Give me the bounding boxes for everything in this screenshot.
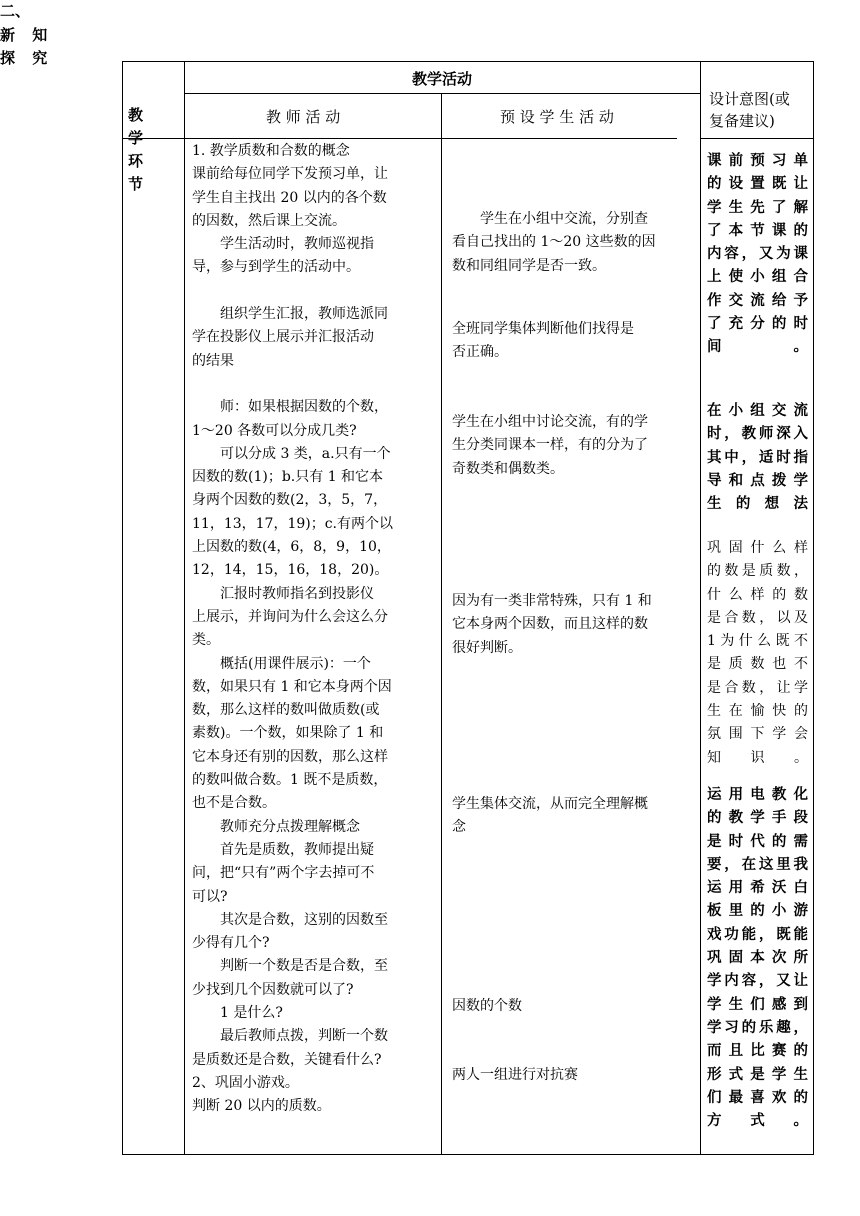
teacher-text-line: 12，14，15，16，18，20)。	[192, 562, 389, 579]
student-text-line: 数和同组同学是否一致。	[452, 257, 606, 274]
design-text-line: 是质数也不	[707, 656, 808, 673]
design-text-line: 板里的小游	[707, 903, 808, 920]
design-text-line: 戏功能，既能	[707, 926, 808, 943]
teacher-text-line: 身两个因数的数(2，3，5，7，	[192, 492, 388, 509]
teacher-text-line: 的因数，然后课上交流。	[192, 212, 346, 229]
teacher-text-line: 判断一个数是否是合数，至	[192, 958, 388, 975]
student-text-line: 否正确。	[452, 344, 508, 361]
design-text-line: 学生们感到	[707, 996, 808, 1013]
teacher-text-line: 汇报时教师指名到投影仪	[192, 585, 374, 602]
teacher-text-line: 也不是合数。	[192, 795, 276, 812]
teacher-text-line: 11，13，17，19)；c.有两个以	[192, 515, 394, 532]
teacher-text-line: 其次是合数，这别的因数至	[192, 911, 388, 928]
student-block	[452, 590, 692, 660]
teacher-text-line: 上因数的数(4，6，8，9，10，	[192, 539, 391, 556]
design-text-line: 上使小组合	[707, 269, 808, 286]
student-block	[452, 995, 692, 1018]
table-right-border	[813, 61, 814, 1155]
table-bottom-border	[122, 1154, 814, 1155]
stage-line: 二、	[0, 2, 31, 20]
header-design-line: 设计意图(或	[709, 90, 790, 108]
teacher-text-line: 1 是什么?	[192, 1004, 283, 1021]
design-block	[707, 400, 808, 516]
teacher-text-line: 组织学生汇报，教师选派同	[192, 306, 388, 323]
teacher-text-line: 类。	[192, 632, 220, 649]
design-text-line: 在小组交流	[707, 403, 808, 419]
design-text-line: 方式。	[707, 1113, 808, 1130]
design-text-line: 运用电教化	[707, 787, 808, 803]
design-text-line: 导和点拨学	[707, 472, 808, 489]
teacher-text-line: 1. 教学质数和合数的概念	[192, 143, 350, 159]
header-stage	[128, 104, 180, 196]
student-text-line: 学生在小组中讨论交流，有的学	[452, 414, 648, 430]
teacher-student-divider	[441, 93, 442, 1155]
design-text-line: 生的想法	[707, 496, 808, 513]
teacher-text-line: 2、巩固小游戏。	[192, 1074, 299, 1091]
design-text-line: 的设置既让	[707, 176, 808, 193]
teacher-text-line: 的结果	[192, 352, 234, 369]
teacher-text-line: 少找到几个因数就可以了?	[192, 981, 354, 998]
design-block	[707, 784, 808, 1133]
header-stage-line: 教 学	[128, 106, 150, 147]
teacher-text-line: 教师充分点拨理解概念	[192, 818, 360, 835]
student-text-line: 学生在小组中交流，分别查	[452, 211, 648, 227]
header-student: 预 设 学 生 活 动	[500, 108, 614, 126]
header-design	[709, 88, 790, 132]
design-text-line: 学习的乐趣，	[707, 1019, 808, 1036]
design-text-line: 的数是质数，	[707, 563, 808, 580]
teacher-text-line: 判断 20 以内的质数。	[192, 1098, 331, 1115]
design-text-line: 生在愉快的	[707, 703, 808, 720]
teacher-text-line: 最后教师点拨，判断一个数	[192, 1028, 388, 1045]
design-text-line: 学内容，又让	[707, 973, 808, 990]
teacher-text-line	[192, 280, 436, 303]
design-text-line: 了本节课的	[707, 222, 808, 239]
teacher-text-line: 1～20 各数可以分成几类?	[192, 422, 357, 439]
design-text-line: 作交流给予	[707, 292, 808, 309]
student-text-line: 全班同学集体判断他们找得是	[452, 321, 634, 337]
teacher-text-line: 因数的数(1)；b.只有 1 和它本	[192, 469, 384, 486]
header-design-line: 复备建议)	[709, 112, 775, 130]
design-text-line: 的教学手段	[707, 810, 808, 827]
teacher-text-line: 导，参与到学生的活动中。	[192, 259, 360, 276]
teacher-text-line: 可以分成 3 类，a.只有一个	[192, 445, 391, 462]
stage-line: 新 知	[0, 25, 54, 44]
design-text-line: 是时代的需	[707, 833, 808, 850]
design-text-line: 课前预习单	[707, 153, 808, 169]
student-text-line: 很好判断。	[452, 639, 522, 656]
teacher-text-line: 的数叫做合数。1 既不是质数，	[192, 772, 388, 789]
design-text-line: 是合数，以及	[707, 609, 808, 626]
design-text-line: 形式是学生	[707, 1066, 808, 1083]
teacher-text-line: 首先是质数，教师提出疑	[192, 841, 374, 858]
header-bottom-border	[122, 138, 677, 139]
header-stage-line: 环 节	[128, 152, 150, 193]
student-block	[452, 411, 692, 481]
design-text-line: 时，教师深入	[707, 426, 808, 443]
teacher-text-line: 数，如果只有 1 和它本身两个因	[192, 678, 392, 695]
design-text-line: 内容，又为课	[707, 246, 808, 263]
teacher-text-line: 少得有几个?	[192, 935, 270, 952]
design-text-line: 们最喜欢的	[707, 1089, 808, 1106]
design-text-line: 运用希沃白	[707, 880, 808, 897]
design-block	[707, 537, 808, 770]
design-text-line: 其中，适时指	[707, 449, 808, 466]
teacher-text-line: 课前给每位同学下发预习单，让	[192, 166, 388, 183]
student-text-line: 看自己找出的 1～20 这些数的因	[452, 234, 656, 251]
student-text-line: 念	[452, 819, 466, 836]
teacher-text-line: 学在投影仪上展示并汇报活动	[192, 329, 374, 346]
student-text-line: 生分类同课本一样，有的分为了	[452, 437, 648, 454]
student-block	[452, 793, 692, 840]
design-text-line: 什么样的数	[707, 586, 808, 603]
design-text-line: 巩固什么样	[707, 540, 808, 556]
header-activities: 教学活动	[412, 70, 473, 88]
design-text-line: 而且比赛的	[707, 1043, 808, 1060]
teacher-text-line: 是质数还是合数，关键看什么?	[192, 1051, 382, 1068]
teacher-text-line: 可以?	[192, 888, 228, 905]
table-left-border	[122, 61, 123, 1155]
design-block	[707, 150, 808, 360]
activities-divider	[184, 93, 700, 94]
stage-line: 探 究	[0, 49, 54, 67]
teacher-text-line	[192, 373, 436, 396]
student-text-line: 它本身两个因数，而且这样的数	[452, 616, 648, 633]
teacher-text-line: 素数)。一个数，如果除了 1 和	[192, 725, 384, 742]
student-text-line: 两人一组进行对抗赛	[452, 1067, 578, 1083]
student-block	[452, 208, 692, 278]
design-text-line: 要，在这里我	[707, 856, 808, 873]
teacher-text-line: 问，把“只有”两个字去掉可不	[192, 865, 375, 882]
student-text-line: 因为有一类非常特殊，只有 1 和	[452, 593, 652, 609]
teacher-text-line: 学生活动时，教师巡视指	[192, 236, 374, 253]
student-block	[452, 1064, 692, 1087]
header-bottom-border-right	[700, 138, 814, 139]
teacher-text-line: 学生自主找出 20 以内的各个数	[192, 189, 387, 206]
teacher-text-line: 它本身还有别的因数，那么这样	[192, 748, 388, 765]
student-text-line: 奇数类和偶数类。	[452, 460, 564, 477]
design-text-line: 巩固本次所	[707, 950, 808, 967]
table-top-border	[122, 61, 814, 62]
header-teacher: 教 师 活 动	[266, 108, 341, 126]
design-text-line: 氛围下学会	[707, 726, 808, 743]
student-text-line: 学生集体交流，从而完全理解概	[452, 796, 648, 812]
stage-divider	[184, 61, 185, 1155]
design-divider	[700, 61, 701, 1155]
design-text-line: 知识。	[707, 749, 808, 766]
design-text-line: 是合数，让学	[707, 679, 808, 696]
student-block	[452, 318, 692, 365]
design-text-line: 学生先了解	[707, 199, 808, 216]
teacher-text-line: 数，那么这样的数叫做质数(或	[192, 702, 380, 719]
design-text-line: 1为什么既不	[707, 633, 808, 650]
student-text-line: 因数的个数	[452, 998, 522, 1014]
teacher-text-line: 师：如果根据因数的个数，	[192, 399, 388, 416]
teacher-text-line: 上展示，并询问为什么会这么分	[192, 608, 388, 625]
teacher-activity-column	[192, 140, 436, 1118]
teacher-text-line: 概括(用课件展示)：一个	[192, 655, 371, 672]
design-text-line: 间。	[707, 339, 808, 356]
design-text-line: 了充分的时	[707, 316, 808, 333]
stage-cell	[0, 0, 52, 71]
